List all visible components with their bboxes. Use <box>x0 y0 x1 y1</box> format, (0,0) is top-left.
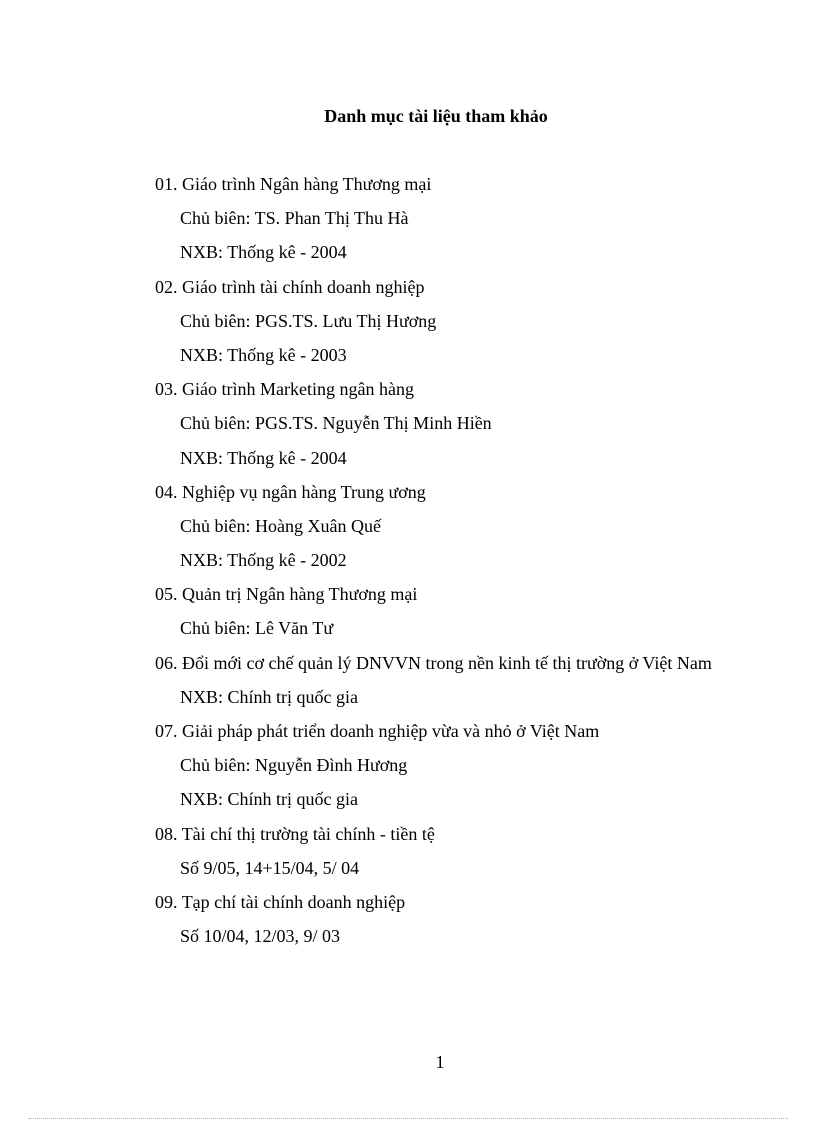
reference-detail: Chủ biên: PGS.TS. Lưu Thị Hương <box>180 310 437 331</box>
reference-number: 03. <box>155 379 178 400</box>
reference-number: 08. <box>155 823 178 844</box>
reference-number: 01. <box>155 174 178 194</box>
reference-number: 09. <box>155 891 178 912</box>
reference-number: 05. <box>155 584 178 605</box>
reference-title: Quản trị Ngân hàng Thương mại <box>182 584 418 605</box>
reference-number: 07. <box>155 721 178 741</box>
reference-detail: NXB: Thống kê - 2003 <box>180 344 347 365</box>
reference-detail: NXB: Chính trị quốc gia <box>180 686 358 707</box>
reference-detail: Chủ biên: Lê Văn Tư <box>180 618 334 639</box>
reference-detail: Chủ biên: PGS.TS. Nguyễn Thị Minh Hiền <box>180 413 492 434</box>
page-title: Danh mục tài liệu tham khảo <box>324 106 548 126</box>
reference-item-06 <box>155 651 805 685</box>
reference-item-07 <box>155 719 805 753</box>
reference-detail: Số 10/04, 12/03, 9/ 03 <box>180 926 341 947</box>
reference-item-02 <box>155 275 805 309</box>
reference-title: Giáo trình Ngân hàng Thương mại <box>182 174 432 194</box>
page-bottom-divider <box>28 1118 788 1119</box>
reference-detail: NXB: Thống kê - 2004 <box>180 242 347 263</box>
reference-item-08 <box>155 822 805 856</box>
reference-item-04 <box>155 480 805 514</box>
page-number: 1 <box>435 1052 445 1072</box>
reference-number: 02. <box>155 276 178 297</box>
reference-detail: NXB: Chính trị quốc gia <box>180 789 358 810</box>
reference-detail: Chủ biên: Hoàng Xuân Quế <box>180 515 381 536</box>
reference-item-03 <box>155 377 805 411</box>
reference-title: Tài chí thị trường tài chính - tiền tệ <box>181 823 435 844</box>
reference-detail: NXB: Thống kê - 2002 <box>180 550 347 571</box>
reference-title: Nghiệp vụ ngân hàng Trung ương <box>182 481 426 502</box>
reference-item-01 <box>155 172 805 206</box>
reference-detail: Số 9/05, 14+15/04, 5/ 04 <box>180 857 360 878</box>
reference-number: 06. <box>155 652 178 673</box>
reference-detail: NXB: Thống kê - 2004 <box>180 447 347 468</box>
reference-title: Đổi mới cơ chế quản lý DNVVN trong nền kinh tế thị trường ở Việt Nam <box>182 652 712 673</box>
reference-item-09 <box>155 890 805 924</box>
reference-title: Giải pháp phát triển doanh nghiệp vừa và nhỏ ở Việt Nam <box>182 721 600 741</box>
reference-title: Giáo trình Marketing ngân hàng <box>182 379 414 400</box>
reference-detail: Chủ biên: Nguyễn Đình Hương <box>180 755 408 776</box>
reference-number: 04. <box>155 481 178 502</box>
reference-title: Giáo trình tài chính doanh nghiệp <box>182 276 425 297</box>
reference-detail: Chủ biên: TS. Phan Thị Thu Hà <box>180 208 409 229</box>
reference-title: Tạp chí tài chính doanh nghiệp <box>181 891 406 912</box>
reference-list <box>155 172 805 958</box>
reference-item-05 <box>155 582 805 616</box>
